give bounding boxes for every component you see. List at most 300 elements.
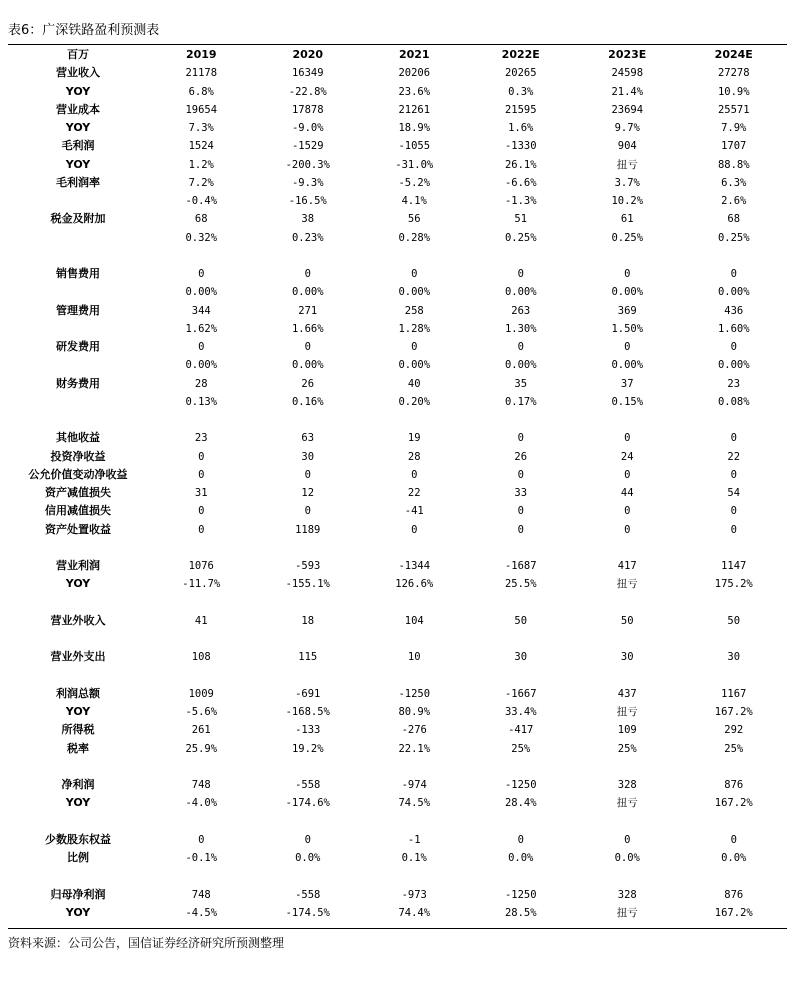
- value-cell: 1189: [295, 523, 321, 536]
- value-cell: [148, 758, 255, 776]
- value-cell: -31.0%: [395, 158, 434, 171]
- value-cell: 31: [194, 487, 208, 499]
- row-label: 归母净利润: [50, 887, 106, 901]
- table-row: [8, 521, 787, 539]
- value-cell: [148, 247, 255, 265]
- value-cell: 1707: [721, 140, 747, 153]
- value-cell: [255, 758, 362, 776]
- row-label: 研发费用: [56, 340, 100, 353]
- value-cell: 748: [191, 779, 211, 791]
- value-cell: -16.5%: [288, 195, 327, 207]
- row-label: 财务费用: [56, 376, 100, 390]
- row-label: 投资净收益: [50, 449, 106, 463]
- row-label: 资产减值损失: [45, 486, 111, 499]
- value-cell: 25%: [724, 742, 744, 755]
- value-cell: [468, 539, 575, 557]
- value-cell: 1.62%: [185, 322, 218, 335]
- value-cell: 0.20%: [398, 395, 431, 408]
- value-cell: [574, 667, 681, 685]
- value-cell: 263: [511, 304, 531, 317]
- value-cell: 10.2%: [611, 195, 644, 207]
- value-cell: [148, 594, 255, 612]
- value-cell: 6.8%: [188, 85, 214, 98]
- row-label: [8, 192, 148, 210]
- value-cell: [361, 247, 468, 265]
- value-cell: 126.6%: [395, 578, 434, 591]
- row-label: [8, 667, 148, 685]
- value-cell: [681, 813, 788, 831]
- value-cell: 328: [617, 779, 637, 791]
- value-cell: 0: [198, 268, 205, 280]
- value-cell: 0.0%: [295, 852, 321, 864]
- row-label: 管理费用: [56, 303, 100, 317]
- value-cell: 748: [191, 888, 211, 901]
- value-cell: -11.7%: [182, 578, 221, 591]
- value-cell: 4.1%: [401, 195, 427, 207]
- row-label: 营业利润: [56, 559, 100, 572]
- value-cell: 74.5%: [398, 797, 431, 810]
- value-cell: 25%: [511, 742, 531, 755]
- value-cell: 1.50%: [611, 322, 644, 335]
- value-cell: 54: [727, 487, 741, 499]
- value-cell: [574, 630, 681, 648]
- value-cell: -41: [404, 505, 424, 518]
- value-cell: [468, 813, 575, 831]
- value-cell: 10.9%: [717, 85, 750, 98]
- value-cell: [468, 867, 575, 885]
- value-cell: 7.9%: [721, 122, 747, 134]
- value-cell: 30: [620, 651, 634, 664]
- value-cell: 0.00%: [185, 286, 218, 299]
- value-cell: 0.25%: [504, 231, 537, 244]
- value-cell: 37: [620, 377, 634, 390]
- value-cell: 24598: [611, 67, 644, 80]
- row-label: [8, 758, 148, 776]
- value-cell: 25%: [617, 742, 637, 755]
- table-row: [8, 83, 787, 101]
- value-cell: 1.28%: [398, 322, 431, 335]
- value-cell: 24: [620, 450, 634, 463]
- header-cell-year: 2023E: [608, 48, 647, 61]
- value-cell: 1167: [721, 687, 747, 700]
- value-cell: 7.3%: [188, 122, 214, 134]
- row-label: 税率: [67, 741, 89, 755]
- value-cell: -1.3%: [504, 195, 537, 207]
- value-cell: 56: [407, 213, 421, 226]
- value-cell: 0: [624, 341, 631, 353]
- row-label: [8, 393, 148, 411]
- value-cell: 30: [727, 651, 741, 664]
- table-row: [8, 794, 787, 812]
- row-label: [8, 813, 148, 831]
- table-row: [8, 831, 787, 849]
- value-cell: -5.2%: [398, 176, 431, 189]
- value-cell: 50: [514, 614, 528, 627]
- value-cell: 23: [194, 432, 208, 445]
- row-label: [8, 539, 148, 557]
- value-cell: 904: [617, 140, 637, 153]
- table-row: [8, 539, 787, 557]
- value-cell: -0.4%: [185, 195, 218, 207]
- value-cell: 0.00%: [611, 359, 644, 372]
- table-row: [8, 758, 787, 776]
- value-cell: 0: [730, 833, 737, 846]
- value-cell: 9.7%: [614, 122, 640, 134]
- value-cell: 1.66%: [291, 322, 324, 335]
- value-cell: -155.1%: [285, 578, 330, 591]
- value-cell: 0: [730, 505, 737, 518]
- value-cell: 344: [191, 304, 211, 317]
- value-cell: [255, 867, 362, 885]
- value-cell: 0: [411, 341, 418, 353]
- value-cell: 17878: [291, 103, 324, 116]
- row-label: [8, 411, 148, 429]
- value-cell: [255, 247, 362, 265]
- row-label: [8, 229, 148, 247]
- row-label: 销售费用: [56, 267, 100, 280]
- value-cell: 1.30%: [504, 322, 537, 335]
- value-cell: [468, 758, 575, 776]
- value-cell: 0: [517, 468, 524, 481]
- value-cell: 1147: [721, 560, 747, 572]
- value-cell: 417: [617, 560, 637, 572]
- table-row: [8, 338, 787, 356]
- table-row: [8, 575, 787, 593]
- value-cell: [468, 411, 575, 429]
- value-cell: 6.3%: [721, 176, 747, 189]
- value-cell: -1687: [504, 560, 537, 572]
- row-label: YOY: [65, 157, 91, 171]
- value-cell: 0.13%: [185, 395, 218, 408]
- row-label: [8, 356, 148, 374]
- value-cell: [361, 667, 468, 685]
- table-row: [8, 594, 787, 612]
- table-row: [8, 229, 787, 247]
- value-cell: [148, 539, 255, 557]
- value-cell: [255, 813, 362, 831]
- table-row: [8, 849, 787, 867]
- value-cell: 0: [624, 505, 631, 518]
- table-title: 表6：广深铁路盈利预测表: [8, 23, 160, 38]
- value-cell: 23: [727, 377, 741, 390]
- value-cell: 扭亏: [616, 797, 638, 810]
- value-cell: 258: [404, 304, 424, 317]
- value-cell: [574, 539, 681, 557]
- value-cell: 1009: [188, 687, 214, 700]
- value-cell: 1524: [188, 140, 214, 153]
- value-cell: 0.15%: [611, 395, 644, 408]
- row-label: 公允价值变动净收益: [28, 467, 128, 481]
- value-cell: 0.3%: [508, 85, 534, 98]
- table-row: [8, 685, 787, 703]
- value-cell: [574, 813, 681, 831]
- value-cell: 0: [198, 468, 205, 481]
- row-label: 资产处置收益: [45, 522, 111, 536]
- value-cell: 261: [191, 724, 211, 737]
- value-cell: [361, 539, 468, 557]
- value-cell: 0.1%: [401, 852, 427, 864]
- value-cell: 23694: [611, 103, 644, 116]
- value-cell: -973: [401, 888, 427, 901]
- value-cell: 876: [724, 779, 744, 791]
- value-cell: 51: [514, 213, 528, 226]
- value-cell: 0: [517, 505, 524, 518]
- value-cell: [468, 594, 575, 612]
- row-label: YOY: [65, 796, 91, 810]
- value-cell: 25.5%: [504, 578, 537, 591]
- value-cell: 0: [517, 432, 524, 445]
- value-cell: 0.16%: [291, 395, 324, 408]
- value-cell: 0: [411, 523, 418, 536]
- value-cell: 1076: [188, 560, 214, 572]
- value-cell: [361, 594, 468, 612]
- header-cell-year: 2024E: [714, 48, 753, 61]
- table-row: [8, 904, 787, 922]
- table-row: [8, 320, 787, 338]
- value-cell: 21178: [185, 67, 218, 80]
- value-cell: -1529: [291, 140, 324, 153]
- value-cell: 68: [194, 213, 208, 226]
- row-label: 信用减值损失: [45, 504, 111, 518]
- value-cell: 18: [301, 614, 315, 627]
- table-row: [8, 393, 787, 411]
- value-cell: 0: [304, 468, 311, 481]
- value-cell: 3.7%: [614, 176, 640, 189]
- row-label: 所得税: [61, 723, 95, 737]
- value-cell: 104: [404, 614, 424, 627]
- value-cell: -1: [407, 833, 421, 846]
- value-cell: -593: [295, 560, 321, 572]
- value-cell: 25.9%: [185, 742, 218, 755]
- value-cell: 876: [724, 888, 744, 901]
- value-cell: 26: [301, 377, 315, 390]
- value-cell: 扭亏: [616, 578, 638, 591]
- value-cell: 328: [617, 888, 637, 901]
- table-row: [8, 703, 787, 721]
- value-cell: 0: [624, 268, 631, 280]
- value-cell: [681, 630, 788, 648]
- table-header-row: [8, 46, 787, 64]
- value-cell: 扭亏: [616, 706, 638, 718]
- value-cell: 0.00%: [291, 359, 324, 372]
- value-cell: 0: [517, 341, 524, 353]
- value-cell: 0.00%: [398, 359, 431, 372]
- value-cell: -168.5%: [285, 706, 330, 718]
- value-cell: -9.0%: [291, 122, 324, 134]
- value-cell: 0: [730, 268, 737, 280]
- value-cell: 115: [298, 651, 318, 664]
- value-cell: 108: [191, 651, 211, 664]
- value-cell: -6.6%: [504, 176, 537, 189]
- table-row: [8, 411, 787, 429]
- value-cell: 2.6%: [721, 195, 747, 207]
- value-cell: 74.4%: [398, 906, 431, 919]
- value-cell: 0.00%: [398, 286, 431, 299]
- value-cell: 28: [407, 450, 421, 463]
- value-cell: 22.1%: [398, 742, 431, 755]
- value-cell: 0.17%: [504, 395, 537, 408]
- value-cell: 0: [730, 432, 737, 445]
- value-cell: 0.00%: [504, 286, 537, 299]
- value-cell: 80.9%: [398, 706, 431, 718]
- table-row: [8, 119, 787, 137]
- value-cell: -174.5%: [285, 906, 330, 919]
- value-cell: 35: [514, 377, 528, 390]
- value-cell: 21261: [398, 103, 431, 116]
- value-cell: 44: [620, 487, 634, 499]
- table-row: [8, 356, 787, 374]
- value-cell: 88.8%: [717, 158, 750, 171]
- row-label: [8, 594, 148, 612]
- row-label: YOY: [65, 121, 91, 134]
- value-cell: 27278: [717, 67, 750, 80]
- value-cell: 0: [198, 833, 205, 846]
- table-row: [8, 466, 787, 484]
- value-cell: 0: [730, 523, 737, 536]
- value-cell: 26: [514, 450, 528, 463]
- value-cell: [468, 630, 575, 648]
- value-cell: 0.00%: [185, 359, 218, 372]
- value-cell: -200.3%: [285, 158, 330, 171]
- value-cell: 0.0%: [614, 852, 640, 864]
- value-cell: 0.28%: [398, 231, 431, 244]
- header-cell-year: 2019: [185, 48, 217, 61]
- value-cell: [468, 667, 575, 685]
- table-row: [8, 776, 787, 794]
- table-row: [8, 192, 787, 210]
- value-cell: -558: [295, 779, 321, 791]
- table-row: [8, 648, 787, 666]
- row-label: 营业成本: [56, 102, 100, 116]
- row-label: YOY: [65, 84, 91, 98]
- value-cell: 0.0%: [508, 852, 534, 864]
- value-cell: -691: [295, 687, 321, 700]
- table-row: [8, 612, 787, 630]
- value-cell: [361, 867, 468, 885]
- row-label: 少数股东权益: [45, 832, 111, 846]
- value-cell: 61: [620, 213, 634, 226]
- row-label: [8, 867, 148, 885]
- profit-forecast-table: [8, 46, 787, 922]
- value-cell: -9.3%: [291, 176, 324, 189]
- value-cell: 19.2%: [291, 742, 324, 755]
- value-cell: 19: [407, 432, 421, 445]
- value-cell: 33.4%: [504, 706, 537, 718]
- value-cell: -1330: [504, 140, 537, 153]
- value-cell: [681, 594, 788, 612]
- table-row: [8, 375, 787, 393]
- value-cell: 30: [514, 651, 528, 664]
- value-cell: 0: [304, 505, 311, 518]
- value-cell: 19654: [185, 103, 218, 116]
- table-row: [8, 302, 787, 320]
- value-cell: 28.5%: [504, 906, 537, 919]
- value-cell: 1.2%: [188, 158, 214, 171]
- value-cell: 21595: [504, 103, 537, 116]
- value-cell: [574, 594, 681, 612]
- value-cell: 扭亏: [616, 158, 638, 171]
- value-cell: 0: [624, 523, 631, 536]
- value-cell: 0.25%: [611, 231, 644, 244]
- value-cell: 0.00%: [611, 286, 644, 299]
- row-label: 营业外收入: [50, 613, 106, 627]
- value-cell: -974: [401, 779, 427, 791]
- row-label: 净利润: [61, 778, 95, 791]
- value-cell: [468, 247, 575, 265]
- row-label: 营业外支出: [50, 650, 106, 664]
- value-cell: 0: [730, 468, 737, 481]
- table-row: [8, 101, 787, 119]
- value-cell: 41: [194, 614, 208, 627]
- row-label: 税金及附加: [50, 212, 106, 226]
- value-cell: -174.6%: [285, 797, 330, 810]
- value-cell: 0: [624, 468, 631, 481]
- value-cell: -1055: [398, 140, 431, 153]
- row-label: 比例: [67, 851, 89, 864]
- value-cell: 167.2%: [714, 797, 753, 810]
- header-cell-unit: 百万: [67, 48, 89, 61]
- value-cell: [361, 630, 468, 648]
- value-cell: 0.0%: [721, 852, 747, 864]
- value-cell: 38: [301, 213, 315, 226]
- table-row: [8, 265, 787, 283]
- table-row: [8, 247, 787, 265]
- value-cell: 167.2%: [714, 906, 753, 919]
- value-cell: [255, 539, 362, 557]
- value-cell: 167.2%: [714, 706, 753, 718]
- table-row: [8, 557, 787, 575]
- value-cell: 0: [411, 268, 418, 280]
- value-cell: 0.00%: [504, 359, 537, 372]
- header-cell-year: 2022E: [501, 48, 540, 61]
- value-cell: [255, 667, 362, 685]
- value-cell: [574, 247, 681, 265]
- table-row: [8, 813, 787, 831]
- value-cell: [574, 867, 681, 885]
- value-cell: 0: [517, 833, 524, 846]
- value-cell: [148, 630, 255, 648]
- value-cell: 23.6%: [398, 85, 431, 98]
- value-cell: [255, 630, 362, 648]
- table-row: [8, 667, 787, 685]
- value-cell: 12: [301, 487, 315, 499]
- value-cell: -1344: [398, 560, 431, 572]
- value-cell: [361, 758, 468, 776]
- table-row: [8, 721, 787, 739]
- value-cell: 1.60%: [717, 322, 750, 335]
- table-row: [8, 283, 787, 301]
- value-cell: 28.4%: [504, 797, 537, 810]
- table-row: [8, 502, 787, 520]
- source-note: 资料来源：公司公告，国信证券经济研究所预测整理: [8, 936, 285, 950]
- value-cell: -1250: [504, 888, 537, 901]
- table-row: [8, 484, 787, 502]
- value-cell: 25571: [717, 103, 750, 116]
- value-cell: 0.25%: [717, 231, 750, 244]
- value-cell: -4.0%: [185, 797, 218, 810]
- value-cell: 292: [724, 724, 744, 737]
- value-cell: 16349: [291, 67, 324, 80]
- value-cell: 175.2%: [714, 578, 753, 591]
- value-cell: 0: [624, 432, 631, 445]
- row-label: 毛利润率: [56, 175, 100, 189]
- row-label: 其他收益: [56, 431, 100, 445]
- value-cell: 369: [617, 304, 637, 317]
- value-cell: -1250: [398, 687, 431, 700]
- value-cell: 22: [727, 450, 741, 463]
- value-cell: 0.32%: [185, 231, 218, 244]
- value-cell: 0: [411, 468, 418, 481]
